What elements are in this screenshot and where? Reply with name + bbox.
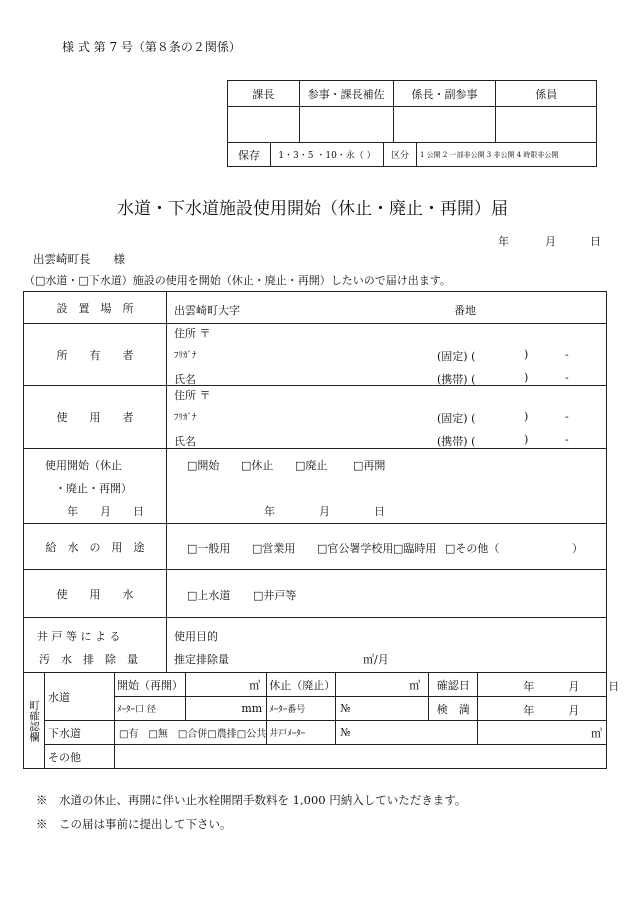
start-option-abolish[interactable]: □廃止: [295, 459, 328, 472]
stop-label: 休止（廃止）: [267, 673, 336, 697]
approval-stamp-section-chief[interactable]: [393, 107, 496, 143]
storage-value[interactable]: 1・3・5 ・10・永（ ）: [271, 143, 384, 167]
note-fee: ※ 水道の休止、再開に伴い止水栓開閉手数料を 1,000 円納入していただきます。: [36, 793, 467, 807]
confirm-date-month: 月: [568, 680, 580, 693]
approval-stamp-chief[interactable]: [228, 107, 300, 143]
user-name: 氏名: [174, 435, 196, 448]
storage-label: 保存: [228, 143, 271, 167]
user-phone-fixed-close: ): [524, 410, 529, 423]
date-day: 日: [590, 235, 601, 248]
approval-header-chief: 課長: [228, 81, 300, 107]
supply-option-public[interactable]: □官公署学校用: [317, 542, 394, 555]
well-label-1: 井 戸 等 に よ る: [37, 630, 121, 643]
owner-phone-fixed: (固定) (: [437, 350, 476, 363]
approval-table: [227, 80, 597, 143]
start-field[interactable]: [167, 449, 607, 524]
approval-storage-table: [227, 142, 597, 167]
well-label-2: 汚 水 排 除 量: [39, 653, 138, 666]
user-furigana: ﾌﾘｶﾞﾅ: [174, 413, 197, 423]
meter-no-label: ﾒｰﾀｰ番号: [267, 697, 336, 721]
inspection-month: 月: [568, 704, 580, 717]
confirm-date-label: 確認日: [429, 673, 478, 697]
inspection-field[interactable]: [478, 697, 607, 721]
owner-name: 氏名: [174, 373, 196, 386]
form-title: 水道・下水道施設使用開始（休止・廃止・再開）届: [117, 199, 508, 219]
start-option-stop[interactable]: □休止: [241, 459, 274, 472]
location-label: 設 置 場 所: [24, 292, 167, 324]
other-field[interactable]: [115, 745, 607, 769]
user-phone-mobile: (携帯) (: [437, 435, 476, 448]
approval-header-staff: 係員: [496, 81, 597, 107]
water-option-tap[interactable]: □上水道: [187, 589, 231, 602]
well-meter-label: 井戸ﾒｰﾀｰ: [267, 721, 336, 745]
user-phone-fixed-dash: -: [565, 410, 569, 423]
supply-option-other[interactable]: □その他（: [445, 542, 500, 555]
start-label-3: 年 月 日: [67, 505, 144, 518]
user-address: 住所 〒: [174, 389, 211, 402]
note-advance: ※ この届は事前に提出して下さい。: [36, 817, 232, 831]
water-used-label: 使 用 水: [24, 570, 167, 618]
water-option-well[interactable]: □井戸等: [253, 589, 297, 602]
start-reopen-label: 開始（再開）: [115, 673, 186, 697]
confirmation-table: [23, 672, 620, 769]
location-suffix: 番地: [454, 304, 476, 317]
start-label-cell: [24, 449, 167, 524]
owner-phone-mobile-dash: -: [565, 371, 569, 384]
approval-header-section-chief: 係長・副参事: [393, 81, 496, 107]
location-prefix: 出雲崎町大字: [174, 304, 240, 317]
supply-option-other-close: ）: [572, 542, 583, 555]
owner-address: 住所 〒: [174, 327, 211, 340]
supply-use-label: 給 水 の 用 途: [24, 524, 167, 570]
well-purpose: 使用目的: [174, 630, 218, 643]
water-used-field[interactable]: [167, 570, 607, 618]
owner-furigana: ﾌﾘｶﾞﾅ: [174, 351, 197, 361]
user-field[interactable]: [167, 386, 607, 449]
main-form-table: [23, 291, 607, 673]
supply-option-general[interactable]: □一般用: [187, 542, 231, 555]
owner-phone-fixed-close: ): [524, 348, 529, 361]
well-label-cell: [24, 618, 167, 673]
town-confirm-label: 町確認欄: [24, 673, 45, 769]
inspection-label: 検 満: [429, 697, 478, 721]
user-label: 使 用 者: [24, 386, 167, 449]
intro-text: （□水道・□下水道）施設の使用を開始（休止・廃止・再開）したいので届け出ます。: [24, 274, 451, 287]
supply-use-field[interactable]: [167, 524, 607, 570]
well-meter-m3[interactable]: ㎥: [478, 721, 607, 745]
owner-phone-mobile: (携帯) (: [437, 373, 476, 386]
well-amount: 推定排除量: [174, 653, 229, 666]
well-meter-no[interactable]: №: [336, 721, 478, 745]
user-phone-mobile-dash: -: [565, 433, 569, 446]
meter-bore-label: ﾒｰﾀｰ口 径: [115, 697, 186, 721]
start-date[interactable]: 年 月 日: [264, 505, 385, 518]
user-phone-fixed: (固定) (: [437, 412, 476, 425]
owner-phone-fixed-dash: -: [565, 348, 569, 361]
location-field[interactable]: [167, 292, 607, 324]
well-field[interactable]: [167, 618, 607, 673]
supply-option-temporary[interactable]: □臨時用: [393, 542, 437, 555]
class-label: 区分: [384, 143, 417, 167]
confirm-date-year: 年: [523, 680, 535, 693]
owner-field[interactable]: [167, 324, 607, 386]
class-value[interactable]: 1 公開 2 一部非公開 3 非公開 4 時限非公開: [417, 143, 597, 167]
supply-option-business[interactable]: □営業用: [252, 542, 296, 555]
meter-no-field[interactable]: №: [336, 697, 429, 721]
water-label: 水道: [45, 673, 115, 721]
start-option-open[interactable]: □開始: [187, 459, 220, 472]
owner-label: 所 有 者: [24, 324, 167, 386]
date-month: 月: [545, 235, 556, 248]
meter-bore-mm[interactable]: mm: [185, 697, 266, 721]
confirm-date-field[interactable]: [478, 673, 620, 697]
approval-stamp-staff[interactable]: [496, 107, 597, 143]
start-reopen-m3[interactable]: ㎥: [185, 673, 266, 697]
user-phone-mobile-close: ): [524, 433, 529, 446]
approval-header-counselor: 参事・課長補佐: [299, 81, 393, 107]
form-number: 様 式 第 7 号（第８条の２関係）: [62, 40, 241, 54]
addressee: 出雲崎町長 様: [33, 252, 125, 266]
inspection-year: 年: [523, 704, 535, 717]
start-label-2: ・廃止・再開）: [55, 482, 132, 495]
well-unit: ㎥/月: [363, 653, 389, 666]
owner-phone-mobile-close: ): [524, 371, 529, 384]
stop-m3[interactable]: ㎥: [336, 673, 429, 697]
approval-stamp-counselor[interactable]: [299, 107, 393, 143]
sewer-options[interactable]: □有 □無 □合併□農排□公共: [115, 721, 267, 745]
start-option-resume[interactable]: □再開: [353, 459, 386, 472]
sewer-label: 下水道: [45, 721, 115, 745]
other-label: その他: [45, 745, 115, 769]
confirm-date-day: 日: [608, 680, 620, 693]
start-label-1: 使用開始（休止: [45, 459, 122, 472]
date-year: 年: [498, 235, 509, 248]
